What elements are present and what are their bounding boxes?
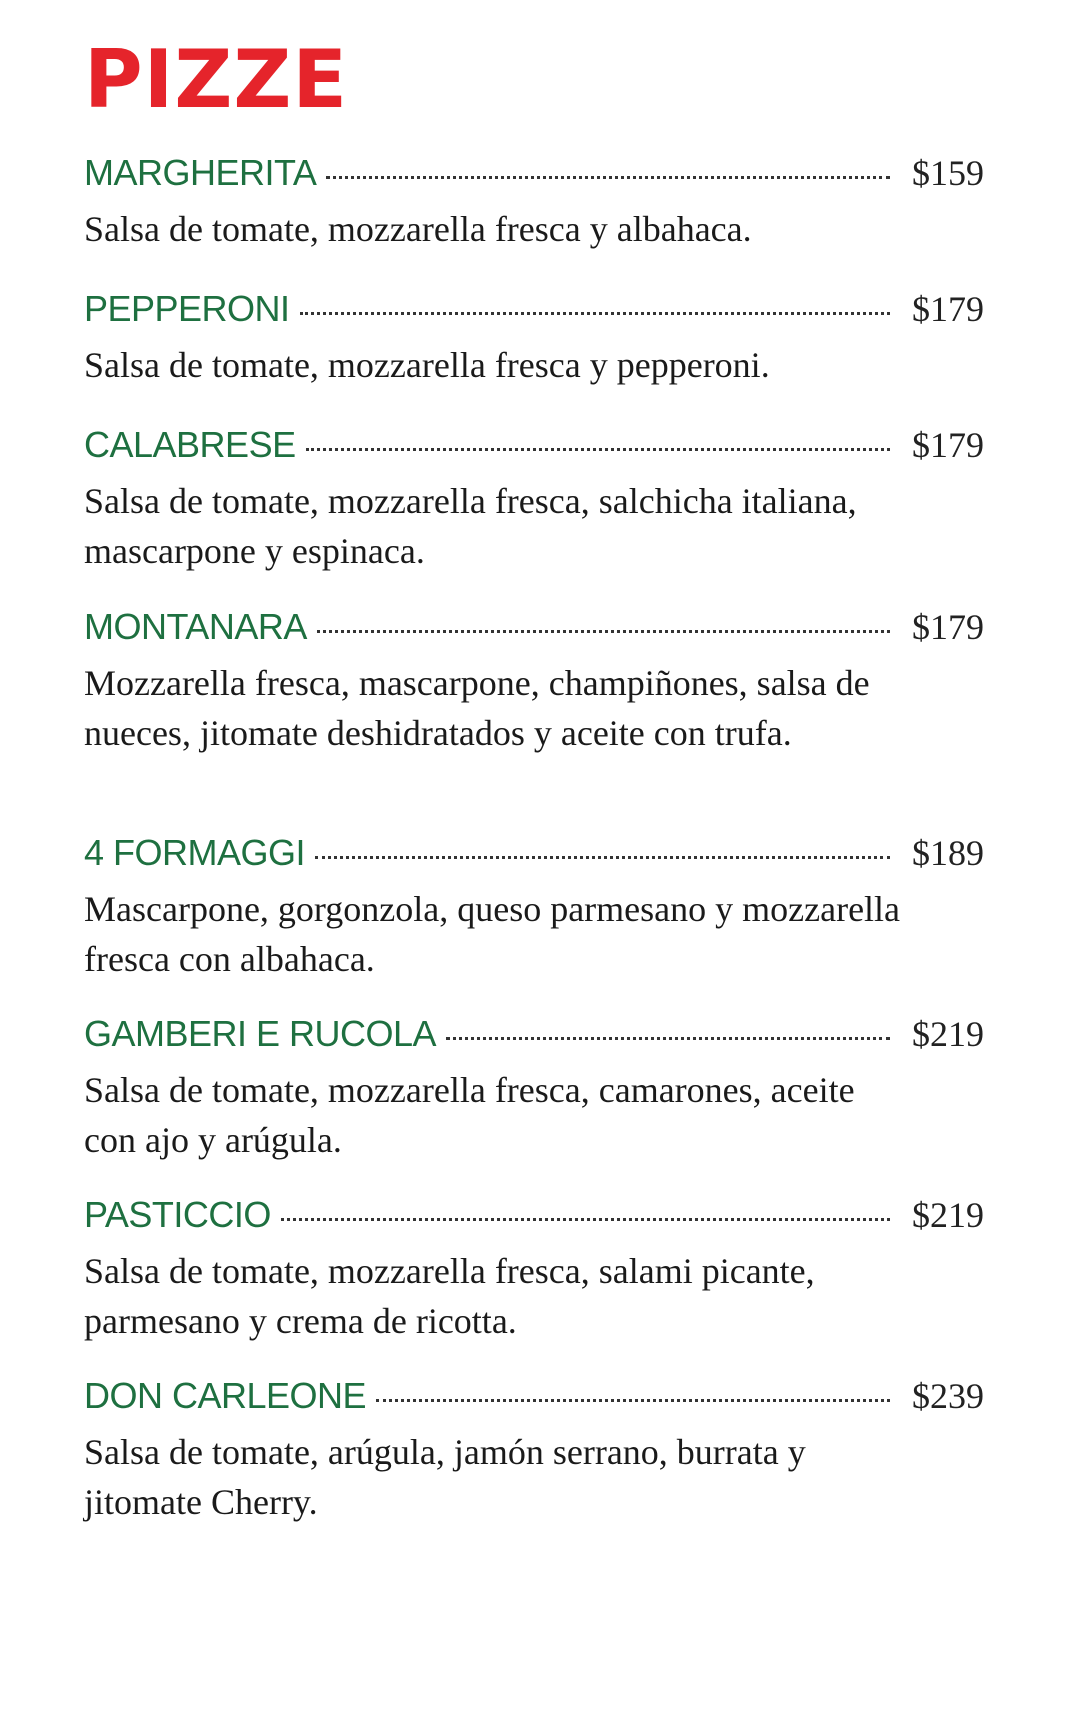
dot-leader [326, 176, 890, 179]
menu-item-don-carleone [84, 1375, 984, 1527]
menu-item-description: Mozzarella fresca, mascarpone, champiñones, salsa de nueces, jitomate deshidratados y aceite con trufa. [84, 663, 870, 753]
menu-item-description: Salsa de tomate, mozzarella fresca y pepperoni. [84, 345, 770, 385]
dot-leader [306, 448, 890, 451]
menu-item-name: GAMBERI E RUCOLA [84, 1013, 437, 1054]
menu-item-header [84, 152, 984, 204]
menu-item-name: MONTANARA [84, 606, 307, 647]
menu-item-description: Salsa de tomate, arúgula, jamón serrano, burrata y jitomate Cherry. [84, 1432, 806, 1522]
menu-item-description: Salsa de tomate, mozzarella fresca y albahaca. [84, 209, 752, 249]
menu-item-montanara [84, 606, 984, 758]
menu-item-name: 4 FORMAGGI [84, 832, 306, 873]
menu-item-pepperoni [84, 288, 984, 390]
menu-item-description: Mascarpone, gorgonzola, queso parmesano y mozzarella fresca con albahaca. [84, 889, 901, 979]
menu-item-price: $219 [912, 1014, 984, 1054]
menu-item-gamberi-e-rucola [84, 1013, 984, 1165]
menu-item-name: MARGHERITA [84, 152, 317, 193]
menu-item-description: Salsa de tomate, mozzarella fresca, salchicha italiana, mascarpone y espinaca. [84, 481, 857, 571]
menu-item-name: CALABRESE [84, 424, 296, 465]
dot-leader [281, 1218, 890, 1221]
dot-leader [315, 856, 890, 859]
menu-item-description: Salsa de tomate, mozzarella fresca, salami picante, parmesano y crema de ricotta. [84, 1251, 815, 1341]
menu-item-calabrese [84, 424, 984, 576]
menu-item-price: $179 [912, 607, 984, 647]
menu-item-description: Salsa de tomate, mozzarella fresca, camarones, aceite con ajo y arúgula. [84, 1070, 855, 1160]
menu-item-header [84, 1194, 984, 1246]
menu-item-price: $159 [912, 153, 984, 193]
dot-leader [317, 630, 890, 633]
dot-leader [446, 1037, 890, 1040]
menu-item-price: $189 [912, 833, 984, 873]
dot-leader [376, 1399, 890, 1402]
menu-item-header [84, 424, 984, 476]
menu-item-header [84, 288, 984, 340]
menu-item-price: $179 [912, 289, 984, 329]
menu-item-header [84, 832, 984, 884]
menu-item-name: PEPPERONI [84, 288, 290, 329]
menu-item-name: DON CARLEONE [84, 1375, 367, 1416]
menu-item-price: $239 [912, 1376, 984, 1416]
dot-leader [300, 312, 890, 315]
menu-title: PIZZE [84, 33, 349, 126]
menu-item-price: $179 [912, 425, 984, 465]
menu-item-4-formaggi [84, 832, 984, 984]
menu-item-name: PASTICCIO [84, 1194, 271, 1235]
menu-item-header [84, 1375, 984, 1427]
menu-item-header [84, 1013, 984, 1065]
menu-item-margherita [84, 152, 984, 254]
menu-item-pasticcio [84, 1194, 984, 1346]
menu-item-header [84, 606, 984, 658]
menu-item-price: $219 [912, 1195, 984, 1235]
